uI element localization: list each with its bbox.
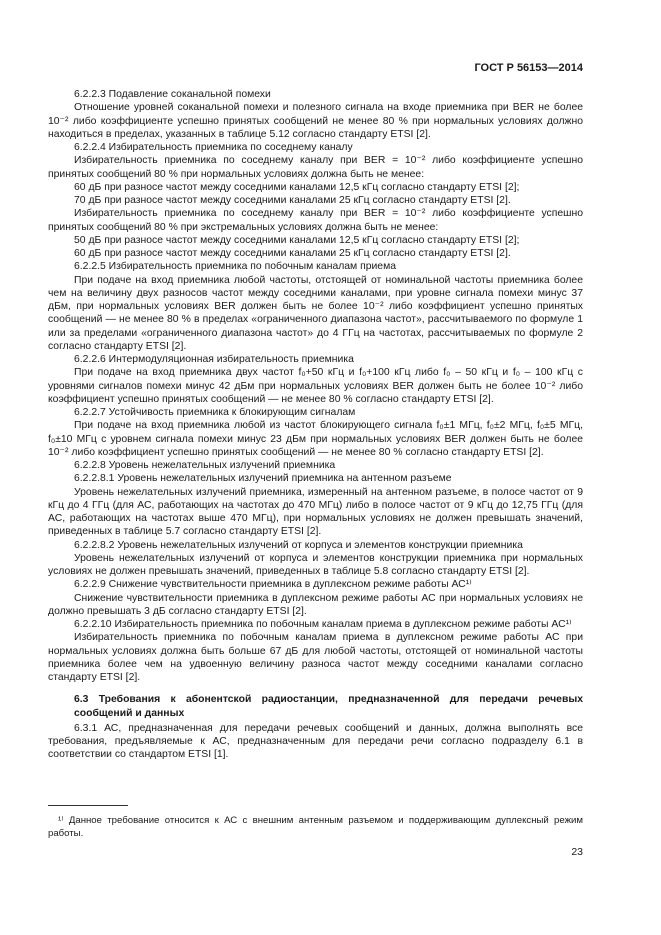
body-paragraph: Уровень нежелательных излучений приемника, измеренный на антенном разъеме, в полосе частот от 9 кГц до 4 ГГц (для АС, работающих на частотах до 470 МГц) либо в полосе частот от 9 кГц до 12,75 ГГц (для АС, работающих на частотах выше 470 МГц), при нормальных условиях не должен превышать значений, приведенных в таблице 5.7 согласно стандарту ETSI [2]. (48, 486, 583, 538)
clause-heading: 6.2.2.6 Интермодуляционная избирательность приемника (74, 354, 354, 365)
page-number: 23 (571, 846, 583, 858)
clause-heading: 6.2.2.5 Избирательность приемника по побочным каналам приема (74, 261, 397, 273)
clause-heading: 6.2.2.8.2 Уровень нежелательных излучений от корпуса и элементов конструкции приемника (74, 539, 523, 551)
section-heading: 6.3 Требования к абонентской радиостанции, предназначенной для передачи речевых сообщений и данных (74, 694, 583, 719)
page-body (48, 88, 583, 762)
body-paragraph: При подаче на вход приемника любой из частот блокирующего сигнала f₀±1 МГц, f₀±2 МГц, f₀±5 МГц, f₀±10 МГц с уровнем сигнала помехи минус 23 дБм при нормальных условиях BER должен быть не более 10⁻² либо коэффициент успешно принятых сообщений — не менее 80 % согласно стандарту ETSI [2]. (48, 420, 583, 458)
clause-heading: 6.2.2.9 Снижение чувствительности приемника в дуплексном режиме работы АС¹⁾ (74, 579, 472, 591)
clause-heading: 6.2.2.8.1 Уровень нежелательных излучений приемника на антенном разъеме (74, 473, 452, 485)
body-paragraph: Снижение чувствительности приемника в дуплексном режиме работы АС при нормальных условиях не должно превышать 3 дБ согласно стандарту ETSI [2]. (48, 592, 583, 617)
list-item: 70 дБ при разносе частот между соседними каналами 25 кГц согласно стандарту ETSI [2]. (74, 195, 511, 206)
body-paragraph: Избирательность приемника по соседнему каналу при BER = 10⁻² либо коэффициенте успешно принятых сообщений 80 % при экстремальных условиях должна быть не менее: (48, 208, 583, 233)
clause-heading: 6.2.2.7 Устойчивость приемника к блокирующим сигналам (74, 407, 356, 418)
list-item: 60 дБ при разносе частот между соседними каналами 12,5 кГц согласно стандарту ETSI [2]; (74, 181, 520, 193)
section-paragraph: 6.3.1 АС, предназначенная для передачи речевых сообщений и данных, должна выполнять все требования, предъявляемые к АС, предназначенным для передачи речи согласно подразделу 6.1 в соответствии со стандартом ETSI [1]. (48, 722, 583, 761)
footnote-divider (48, 805, 128, 806)
clause-heading: 6.2.2.8 Уровень нежелательных излучений приемника (74, 460, 336, 471)
document-id: ГОСТ Р 56153—2014 (474, 62, 583, 74)
clause-heading: 6.2.2.3 Подавление соканальной помехи (74, 89, 271, 100)
list-item: 60 дБ при разносе частот между соседними каналами 25 кГц согласно стандарту ETSI [2]. (74, 248, 511, 259)
body-paragraph: Отношение уровней соканальной помехи и полезного сигнала на входе приемника при BER не более 10⁻² либо коэффициенте успешно принятых сообщений не менее 80 % при нормальных условиях должно находиться в пределах, указанных в таблице 5.12 согласно стандарту ETSI [2]. (48, 102, 583, 140)
list-item: 50 дБ при разносе частот между соседними каналами 12,5 кГц согласно стандарту ETSI [2]; (74, 234, 520, 246)
clause-heading: 6.2.2.4 Избирательность приемника по соседнему каналу (74, 142, 353, 153)
body-paragraph: Уровень нежелательных излучений от корпуса и элементов конструкции приемника при нормальных условиях не должен превышать значений, приведенных в таблице 5.8 согласно стандарту ETSI [2]. (48, 552, 583, 577)
body-paragraph: При подаче на вход приемника двух частот f₀+50 кГц и f₀+100 кГц либо f₀ – 50 кГц и f₀ – 100 кГц с уровнями сигналов помехи минус 42 дБм при нормальных условиях BER должен быть не более 10⁻² либо коэффициент успешно принятых сообщений — не менее 80 % согласно стандарту ETSI [2]. (48, 367, 583, 405)
body-paragraph: При подаче на вход приемника любой частоты, отстоящей от номинальной частоты приемника более чем на величину двух разносов частот между соседними каналами, при уровне сигнала помехи минус 37 дБм, при нормальных условиях BER должен быть не более 10⁻² либо коэффициент успешно принятых сообщений — не менее 80 % в пределах «ограниченного диапазона частот», рассчитываемого по формуле 1 или за пределами «ограниченного диапазона частот» до 4 ГГц на частотах, рассчитываемых по формуле 2 согласно стандарту ETSI [2]. (48, 274, 583, 352)
body-paragraph: Избирательность приемника по соседнему каналу при BER = 10⁻² либо коэффициенте успешно принятых сообщений 80 % при нормальных условиях должна быть не менее: (48, 155, 583, 180)
body-paragraph: Избирательность приемника по побочным каналам приема в дуплексном режиме работы АС при нормальных условиях должна быть больше 67 дБ для любой частоты, отстоящей от номинальной частоты приемника более чем на удвоенную величину разноса частот между соседними каналами согласно стандарту ETSI [2]. (48, 632, 583, 683)
footnote: ¹⁾ Данное требование относится к АС с внешним антенным разъемом и поддерживающим дуплексный режим работы. (48, 815, 583, 839)
clause-heading: 6.2.2.10 Избирательность приемника по побочным каналам приема в дуплексном режиме работы АС¹⁾ (74, 619, 572, 630)
